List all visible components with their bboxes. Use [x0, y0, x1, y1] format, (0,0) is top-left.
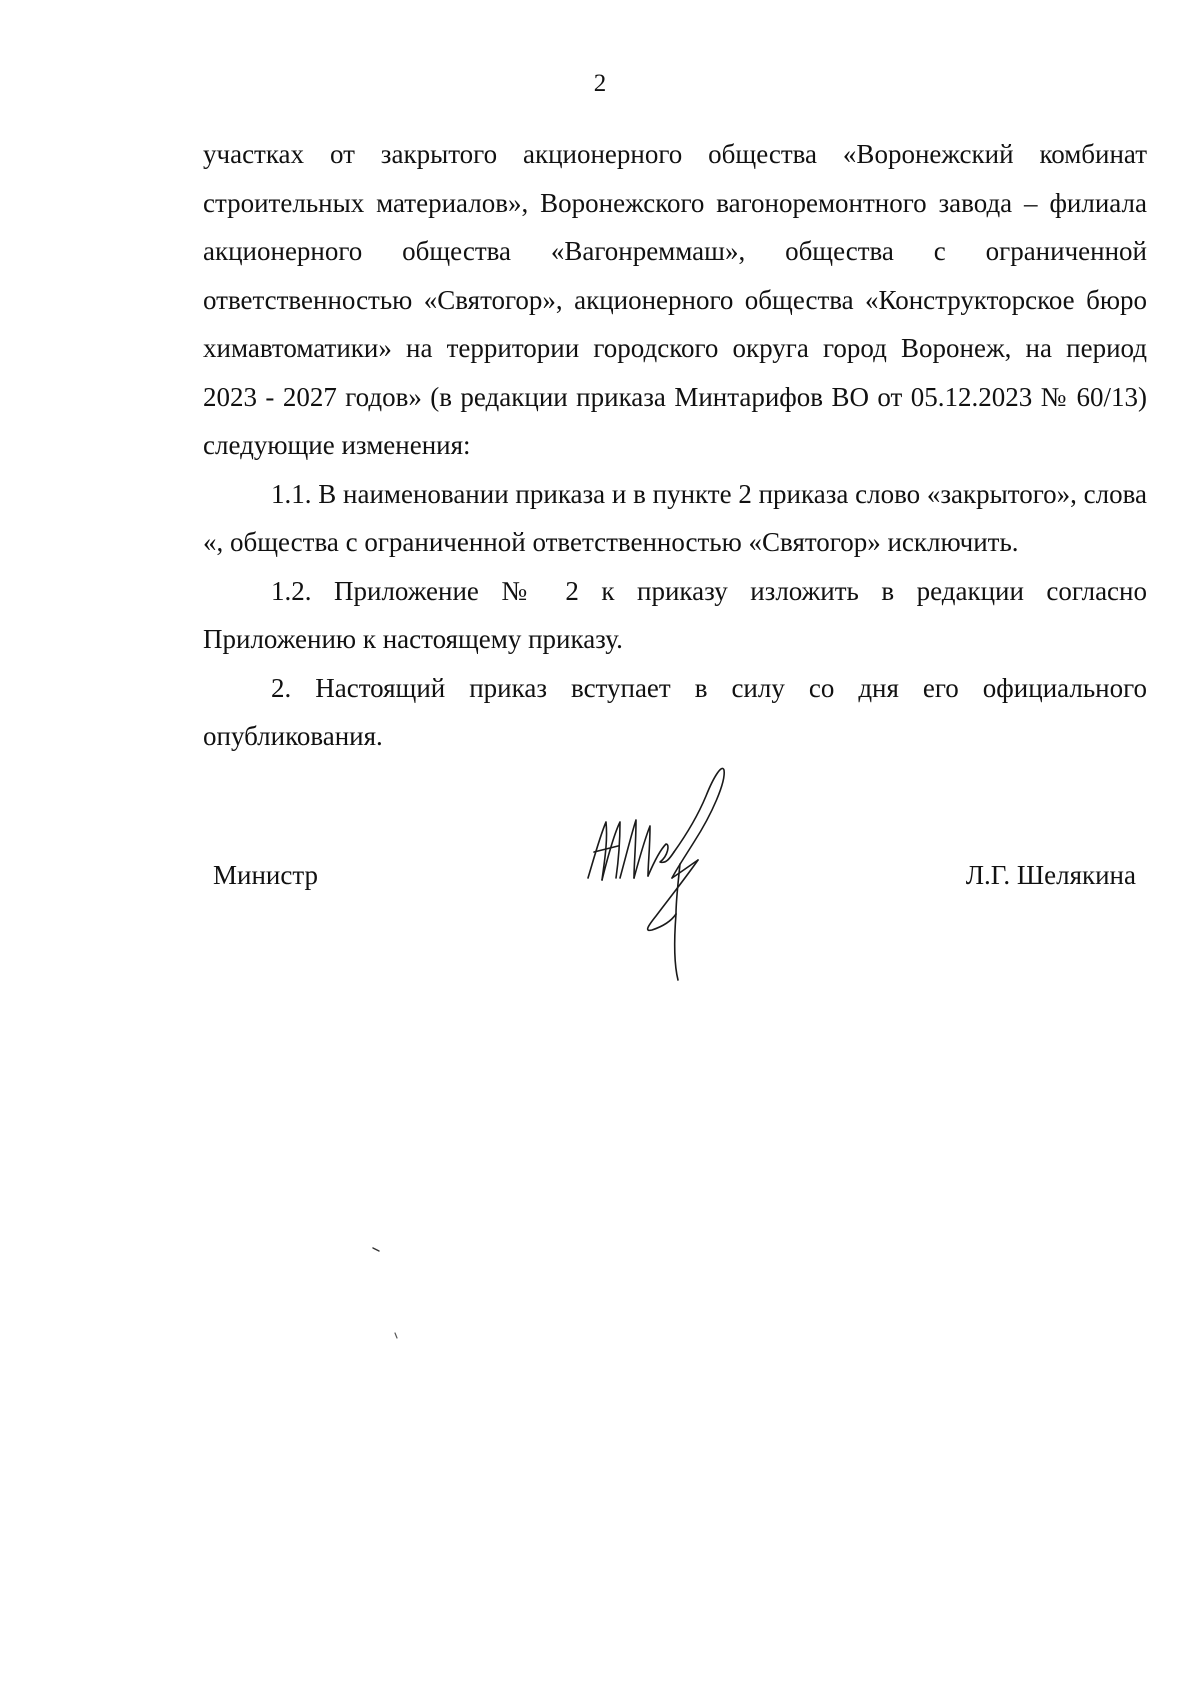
handwritten-signature — [580, 760, 760, 990]
signatory-name: Л.Г. Шелякина — [965, 860, 1136, 890]
paragraph-item-1-1: 1.1. В наименовании приказа и в пункте 2 приказа слово «закрытого», слова «, общества с ограниченной ответственностью «Святогор» исключить. — [203, 478, 1147, 557]
signatory-title: Министр — [213, 860, 318, 890]
scan-speck — [392, 1331, 402, 1341]
paragraph-continuation: участках от закрытого акционерного общества «Воронежский комбинат строительных материалов», Воронежского вагоноремонтного завода – филиала акционерного общества «Вагонреммаш», общества с ограниченной ответственностью «Святогор», акционерного общества «Конструкторское бюро химавтоматики» на территории городского округа город Воронеж, на период 2023 - 2027 годов» (в редакции приказа Минтарифов ВО от 05.12.2023 № 60/13) следующие изменения: — [203, 139, 1147, 460]
paragraph-item-2: 2. Настоящий приказ вступает в силу со дня его официального опубликования. — [203, 672, 1147, 751]
paragraph-item-1-2: 1.2. Приложение № 2 к приказу изложить в редакции согласно Приложению к настоящему приказу. — [203, 575, 1147, 654]
scan-speck — [372, 1245, 382, 1255]
document-body — [203, 130, 1147, 761]
page-number: 2 — [593, 70, 607, 97]
